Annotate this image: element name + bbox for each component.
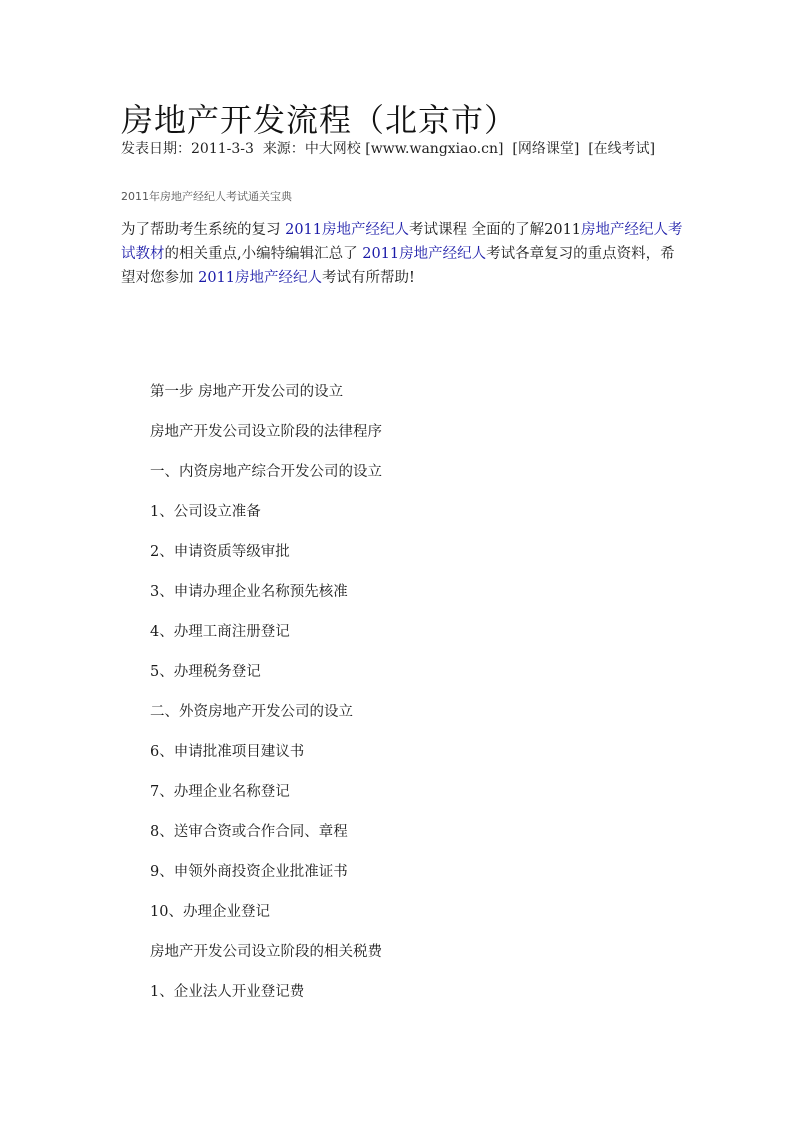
article-meta <box>121 140 686 158</box>
list-item: 3、申请办理企业名称预先核准 <box>150 584 348 600</box>
source-label: 来源： <box>262 141 305 157</box>
classroom-link[interactable]: [网络课堂] <box>512 141 580 157</box>
list-item: 第一步 房地产开发公司的设立 <box>150 384 344 400</box>
promo-banner[interactable]: 2011年房地产经纪人考试通关宝典 <box>121 190 292 203</box>
list-item: 8、送审合资或合作合同、章程 <box>150 824 348 840</box>
list-item: 房地产开发公司设立阶段的法律程序 <box>150 424 382 440</box>
intro-text-2: 考试课程 全面的了解2011 <box>409 222 582 238</box>
article-title: 房地产开发流程（北京市） <box>121 101 518 139</box>
intro-link-3[interactable]: 2011房地产经纪人 <box>362 246 487 262</box>
publish-date: 2011-3-3 <box>191 141 254 157</box>
list-item: 二、外资房地产开发公司的设立 <box>150 704 353 720</box>
list-item: 1、企业法人开业登记费 <box>150 984 305 1000</box>
intro-text-4: 考试各章复习的重点资料，希望对您参加 <box>121 246 675 286</box>
list-item: 房地产开发公司设立阶段的相关税费 <box>150 944 382 960</box>
list-item: 1、公司设立准备 <box>150 504 261 520</box>
list-item: 7、办理企业名称登记 <box>150 784 290 800</box>
intro-text-3: 的相关重点,小编特编辑汇总了 <box>164 246 358 262</box>
date-label: 发表日期： <box>121 141 191 157</box>
list-item: 6、申请批准项目建议书 <box>150 744 305 760</box>
list-item: 9、申领外商投资企业批准证书 <box>150 864 348 880</box>
process-steps-list <box>150 380 690 1020</box>
intro-link-4[interactable]: 2011房地产经纪人 <box>198 270 323 286</box>
online-exam-link[interactable]: [在线考试] <box>588 141 656 157</box>
intro-link-2[interactable]: 房地产经纪人考试教材 <box>121 222 683 262</box>
intro-paragraph <box>121 218 686 290</box>
list-item: 10、办理企业登记 <box>150 904 270 920</box>
list-item: 4、办理工商注册登记 <box>150 624 290 640</box>
source-name: 中大网校 <box>304 141 361 157</box>
intro-link-1[interactable]: 2011房地产经纪人 <box>285 222 410 238</box>
site-link[interactable]: [www.wangxiao.cn] <box>365 141 504 157</box>
intro-text-1: 为了帮助考生系统的复习 <box>121 222 281 238</box>
list-item: 一、内资房地产综合开发公司的设立 <box>150 464 382 480</box>
list-item: 5、办理税务登记 <box>150 664 261 680</box>
list-item: 2、申请资质等级审批 <box>150 544 290 560</box>
intro-text-5: 考试有所帮助! <box>322 270 415 286</box>
